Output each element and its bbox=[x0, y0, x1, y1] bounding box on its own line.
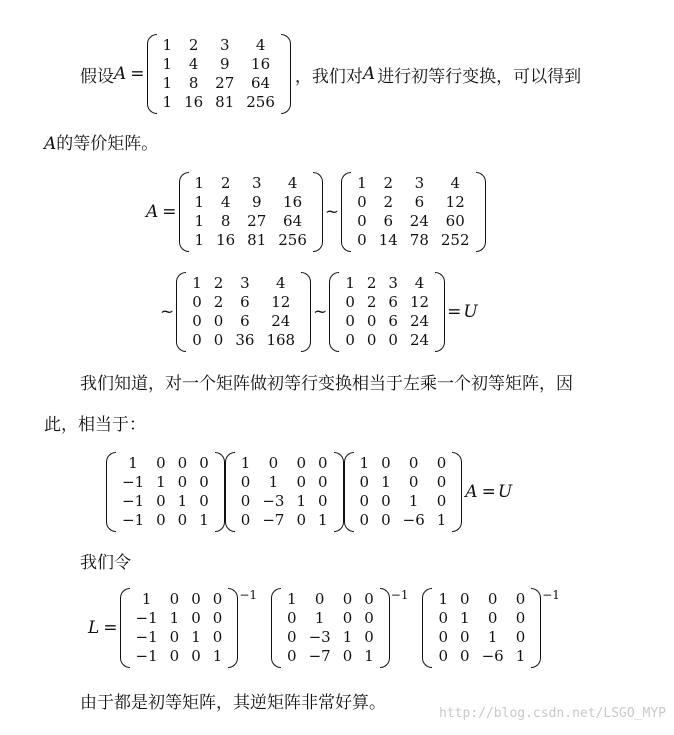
equation-elementary-product bbox=[106, 452, 514, 532]
matrix-entry: 0 bbox=[460, 590, 470, 608]
matrix-entry: 0 bbox=[317, 454, 328, 472]
matrix-entry: 1 bbox=[194, 231, 205, 249]
matrix-row bbox=[235, 511, 334, 530]
matrix-entry: 0 bbox=[213, 312, 224, 330]
matrix-entry: 64 bbox=[283, 212, 303, 230]
matrix-entry: −1 bbox=[122, 473, 145, 491]
matrix-body bbox=[157, 36, 281, 112]
equation-assume-a bbox=[80, 34, 581, 114]
matrix-entry: 2 bbox=[366, 293, 377, 311]
matrix-entry: 0 bbox=[438, 647, 449, 665]
matrix-row bbox=[235, 473, 334, 492]
var-a-2: A bbox=[362, 64, 376, 84]
matrix-entry: 0 bbox=[212, 628, 223, 646]
matrix-entry: 0 bbox=[169, 628, 180, 646]
matrix-body bbox=[281, 590, 380, 666]
matrix-entry: 4 bbox=[414, 274, 425, 292]
matrix-row bbox=[235, 492, 334, 511]
matrix-entry: 16 bbox=[216, 231, 236, 249]
left-paren bbox=[147, 34, 157, 114]
left-paren bbox=[179, 172, 189, 252]
matrix-entry: 0 bbox=[487, 590, 498, 608]
matrix-entry: 6 bbox=[383, 212, 394, 230]
matrix-entry: −1 bbox=[122, 511, 145, 529]
equation-define-l bbox=[88, 588, 560, 668]
matrix-entry: 0 bbox=[357, 193, 367, 211]
matrix-entry: −3 bbox=[308, 628, 331, 646]
matrix-e1 bbox=[106, 452, 225, 532]
matrix-row bbox=[432, 609, 531, 628]
matrix-row bbox=[432, 628, 531, 647]
matrix-entry: 2 bbox=[213, 274, 224, 292]
matrix-row bbox=[351, 231, 475, 250]
matrix-entry: 0 bbox=[364, 628, 374, 646]
matrix-entry: 2 bbox=[220, 174, 231, 192]
matrix-entry: 0 bbox=[156, 492, 166, 510]
matrix-entry: 12 bbox=[271, 293, 291, 311]
matrix-body bbox=[116, 454, 215, 530]
matrix-entry: 64 bbox=[251, 74, 271, 92]
matrix-entry: 2 bbox=[383, 174, 394, 192]
matrix-entry: −1 bbox=[135, 628, 158, 646]
matrix-row bbox=[351, 212, 475, 231]
matrix-entry: 1 bbox=[194, 212, 205, 230]
matrix-u bbox=[329, 272, 445, 352]
matrix-entry: −1 bbox=[122, 492, 145, 510]
matrix-row bbox=[354, 511, 453, 530]
matrix-entry: 0 bbox=[240, 492, 251, 510]
inverse-exponent: −1 bbox=[390, 588, 409, 602]
matrix-entry: 0 bbox=[357, 212, 367, 230]
matrix-entry: 1 bbox=[314, 609, 325, 627]
matrix-row bbox=[281, 628, 380, 647]
matrix-entry: 0 bbox=[364, 590, 374, 608]
text-equivalent: 的等价矩阵。 bbox=[56, 134, 159, 154]
matrix-entry: 0 bbox=[199, 454, 209, 472]
matrix-entry: 0 bbox=[192, 331, 202, 349]
matrix-entry: 2 bbox=[383, 193, 394, 211]
matrix-entry: 1 bbox=[156, 473, 166, 491]
matrix-entry: 4 bbox=[450, 174, 460, 192]
matrix-entry: 36 bbox=[235, 331, 255, 349]
matrix-row bbox=[130, 647, 229, 666]
matrix-entry: 0 bbox=[177, 473, 188, 491]
paragraph-easy-inverse: 由于都是初等矩阵，其逆矩阵非常好算。 bbox=[80, 693, 386, 713]
matrix-entry: 0 bbox=[296, 454, 306, 472]
matrix-row bbox=[354, 454, 453, 473]
matrix-step-1 bbox=[341, 172, 485, 252]
paragraph-let: 我们令 bbox=[80, 553, 131, 573]
var-a: A bbox=[114, 64, 127, 84]
matrix-e3 bbox=[344, 452, 463, 532]
matrix-entry: −7 bbox=[308, 647, 331, 665]
matrix-entry: 0 bbox=[359, 511, 370, 529]
right-paren bbox=[452, 452, 462, 532]
matrix-entry: 78 bbox=[409, 231, 429, 249]
matrix-body bbox=[189, 174, 313, 250]
matrix-entry: 0 bbox=[359, 473, 370, 491]
matrix-entry: 0 bbox=[212, 609, 223, 627]
left-paren bbox=[225, 452, 235, 532]
matrix-entry: 0 bbox=[357, 231, 367, 249]
matrix-entry: 14 bbox=[378, 231, 398, 249]
matrix-row bbox=[339, 274, 435, 293]
matrix-row bbox=[281, 609, 380, 628]
matrix-entry: 0 bbox=[199, 492, 209, 510]
matrix-entry: 4 bbox=[188, 55, 199, 73]
matrix-row bbox=[281, 590, 380, 609]
matrix-entry: 0 bbox=[515, 609, 526, 627]
matrix-entry: 0 bbox=[436, 454, 447, 472]
matrix-entry: 1 bbox=[162, 74, 173, 92]
right-paren bbox=[215, 452, 225, 532]
matrix-row bbox=[339, 312, 435, 331]
matrix-row bbox=[339, 293, 435, 312]
matrix-entry: 0 bbox=[388, 331, 398, 349]
matrix-entry: 1 bbox=[141, 590, 152, 608]
matrix-entry: 6 bbox=[240, 293, 250, 311]
matrix-entry: 0 bbox=[438, 628, 449, 646]
matrix-entry: 4 bbox=[255, 36, 266, 54]
matrix-entry: 0 bbox=[408, 473, 419, 491]
matrix-entry: 1 bbox=[128, 454, 138, 472]
left-paren bbox=[329, 272, 339, 352]
matrix-entry: 2 bbox=[366, 274, 377, 292]
matrix-entry: 1 bbox=[287, 590, 297, 608]
matrix-entry: 1 bbox=[359, 454, 370, 472]
matrix-entry: 4 bbox=[275, 274, 286, 292]
matrix-entry: 1 bbox=[162, 55, 173, 73]
equals-sign: = bbox=[481, 482, 496, 502]
matrix-entry: 256 bbox=[278, 231, 307, 249]
matrix-entry: 0 bbox=[287, 647, 297, 665]
paragraph-therefore: 此，相当于： bbox=[44, 415, 146, 435]
matrix-body bbox=[130, 590, 229, 666]
similar-sign: ~ bbox=[313, 302, 328, 322]
matrix-entry: 8 bbox=[220, 212, 231, 230]
matrix-entry: 0 bbox=[240, 473, 251, 491]
inverse-exponent: −1 bbox=[239, 588, 258, 602]
matrix-entry: 0 bbox=[436, 492, 447, 510]
matrix-entry: 0 bbox=[487, 609, 498, 627]
matrix-row bbox=[281, 647, 380, 666]
var-u: U bbox=[463, 302, 478, 322]
matrix-row bbox=[189, 212, 313, 231]
left-paren bbox=[344, 452, 354, 532]
right-paren bbox=[476, 172, 486, 252]
matrix-a bbox=[147, 34, 291, 114]
matrix-entry: 0 bbox=[156, 511, 166, 529]
matrix-row bbox=[189, 193, 313, 212]
matrix-entry: 27 bbox=[247, 212, 267, 230]
matrix-entry: −6 bbox=[481, 647, 504, 665]
matrix-body bbox=[339, 274, 435, 350]
matrix-entry: 2 bbox=[213, 293, 224, 311]
var-a-3: A bbox=[44, 134, 57, 154]
matrix-entry: 1 bbox=[408, 492, 419, 510]
var-l: L bbox=[88, 618, 100, 638]
matrix-entry: 1 bbox=[357, 174, 367, 192]
matrix-entry: 0 bbox=[460, 647, 470, 665]
matrix-entry: 27 bbox=[215, 74, 235, 92]
matrix-entry: 12 bbox=[409, 293, 430, 311]
matrix-row bbox=[186, 312, 301, 331]
inverse-exponent: −1 bbox=[542, 588, 560, 602]
matrix-step-2 bbox=[176, 272, 311, 352]
matrix-row bbox=[186, 331, 301, 350]
matrix-body bbox=[186, 274, 301, 350]
var-a-4: A bbox=[146, 202, 159, 222]
paragraph-we-know: 我们知道，对一个矩阵做初等行变换相当于左乘一个初等矩阵，因 bbox=[80, 374, 573, 394]
matrix-entry: −7 bbox=[262, 511, 285, 529]
matrix-entry: 0 bbox=[317, 473, 328, 491]
matrix-entry: 4 bbox=[220, 193, 231, 211]
matrix-entry: 1 bbox=[162, 36, 173, 54]
matrix-e3-inv bbox=[422, 588, 541, 668]
right-paren bbox=[281, 34, 291, 114]
matrix-entry: 0 bbox=[345, 331, 355, 349]
matrix-row bbox=[157, 74, 281, 93]
matrix-row bbox=[189, 231, 313, 250]
text-row-transform: 进行初等行变换，可以得到 bbox=[377, 66, 582, 87]
similar-sign: ~ bbox=[160, 302, 175, 322]
matrix-entry: 0 bbox=[199, 473, 209, 491]
matrix-row bbox=[157, 55, 281, 74]
matrix-entry: 1 bbox=[191, 628, 201, 646]
matrix-row bbox=[354, 473, 453, 492]
matrix-entry: 6 bbox=[414, 193, 425, 211]
matrix-entry: −1 bbox=[135, 647, 158, 665]
matrix-entry: 1 bbox=[194, 193, 205, 211]
matrix-a-copy bbox=[179, 172, 323, 252]
matrix-row bbox=[130, 609, 229, 628]
matrix-entry: 1 bbox=[194, 174, 205, 192]
matrix-entry: 0 bbox=[438, 609, 449, 627]
matrix-entry: 24 bbox=[409, 212, 429, 230]
watermark-url: http://blog.csdn.net/LSGO_MYP bbox=[439, 706, 666, 721]
matrix-entry: 0 bbox=[177, 511, 188, 529]
similar-sign: ~ bbox=[324, 202, 340, 222]
matrix-entry: 3 bbox=[240, 274, 250, 292]
matrix-entry: 0 bbox=[192, 293, 202, 311]
matrix-entry: 81 bbox=[247, 231, 267, 249]
paragraph-equivalent bbox=[44, 133, 158, 155]
var-a-5: A bbox=[465, 482, 478, 502]
matrix-e1-inv bbox=[120, 588, 239, 668]
matrix-entry: 0 bbox=[169, 590, 180, 608]
matrix-row bbox=[186, 274, 301, 293]
matrix-e2 bbox=[225, 452, 344, 532]
matrix-entry: 16 bbox=[184, 93, 204, 111]
matrix-row bbox=[130, 628, 229, 647]
matrix-entry: 0 bbox=[317, 492, 328, 510]
matrix-entry: 1 bbox=[162, 93, 173, 111]
matrix-entry: 0 bbox=[366, 331, 377, 349]
right-paren bbox=[531, 588, 541, 668]
matrix-entry: 1 bbox=[212, 647, 223, 665]
matrix-row bbox=[189, 174, 313, 193]
matrix-entry: 1 bbox=[342, 628, 353, 646]
matrix-row bbox=[116, 454, 215, 473]
matrix-entry: 24 bbox=[271, 312, 291, 330]
matrix-entry: 0 bbox=[381, 492, 391, 510]
matrix-entry: 2 bbox=[188, 36, 199, 54]
matrix-entry: 0 bbox=[177, 454, 188, 472]
equals-sign: = bbox=[103, 618, 118, 638]
matrix-entry: 0 bbox=[268, 454, 279, 472]
matrix-entry: 252 bbox=[440, 231, 470, 249]
matrix-entry: 1 bbox=[177, 492, 188, 510]
matrix-entry: 1 bbox=[240, 454, 251, 472]
equation-row-ops-1 bbox=[146, 172, 486, 252]
matrix-entry: −3 bbox=[262, 492, 285, 510]
matrix-row bbox=[351, 174, 475, 193]
matrix-entry: 60 bbox=[445, 212, 465, 230]
matrix-entry: −6 bbox=[402, 511, 425, 529]
matrix-entry: 0 bbox=[381, 454, 391, 472]
matrix-entry: 0 bbox=[169, 647, 180, 665]
matrix-entry: 0 bbox=[342, 590, 353, 608]
matrix-entry: 0 bbox=[366, 312, 377, 330]
matrix-entry: 256 bbox=[246, 93, 275, 111]
matrix-entry: 1 bbox=[438, 590, 449, 608]
right-paren bbox=[334, 452, 344, 532]
matrix-entry: 0 bbox=[345, 293, 355, 311]
matrix-row bbox=[157, 93, 281, 112]
matrix-row bbox=[339, 331, 435, 350]
matrix-row bbox=[235, 454, 334, 473]
matrix-entry: 1 bbox=[515, 647, 526, 665]
right-paren bbox=[228, 588, 238, 668]
matrix-entry: 16 bbox=[283, 193, 303, 211]
matrix-entry: 0 bbox=[191, 609, 201, 627]
matrix-entry: 16 bbox=[251, 55, 271, 73]
matrix-entry: −1 bbox=[135, 609, 158, 627]
matrix-entry: 168 bbox=[266, 331, 296, 349]
matrix-entry: 6 bbox=[388, 293, 398, 311]
matrix-entry: 3 bbox=[388, 274, 398, 292]
matrix-row bbox=[116, 473, 215, 492]
matrix-entry: 9 bbox=[219, 55, 230, 73]
matrix-row bbox=[186, 293, 301, 312]
left-paren bbox=[422, 588, 432, 668]
matrix-entry: 1 bbox=[268, 473, 279, 491]
matrix-entry: 0 bbox=[436, 473, 447, 491]
matrix-entry: 0 bbox=[287, 628, 297, 646]
matrix-row bbox=[354, 492, 453, 511]
left-paren bbox=[120, 588, 130, 668]
matrix-entry: 1 bbox=[192, 274, 202, 292]
right-paren bbox=[301, 272, 311, 352]
matrix-entry: 1 bbox=[364, 647, 374, 665]
matrix-body bbox=[354, 454, 453, 530]
equals-sign: = bbox=[130, 64, 145, 84]
matrix-row bbox=[351, 193, 475, 212]
matrix-row bbox=[157, 36, 281, 55]
right-paren bbox=[435, 272, 445, 352]
matrix-entry: 1 bbox=[199, 511, 209, 529]
matrix-entry: 1 bbox=[487, 628, 498, 646]
matrix-body bbox=[351, 174, 475, 250]
matrix-entry: 0 bbox=[191, 647, 201, 665]
text-we-transform: ，我们对 bbox=[294, 66, 363, 87]
matrix-entry: 81 bbox=[215, 93, 235, 111]
matrix-entry: 0 bbox=[364, 609, 374, 627]
matrix-entry: 1 bbox=[345, 274, 355, 292]
matrix-entry: 0 bbox=[381, 511, 391, 529]
matrix-entry: 1 bbox=[296, 492, 306, 510]
matrix-entry: 0 bbox=[296, 473, 306, 491]
matrix-entry: 3 bbox=[251, 174, 262, 192]
matrix-entry: 24 bbox=[409, 331, 430, 349]
matrix-entry: 0 bbox=[287, 609, 297, 627]
matrix-entry: 8 bbox=[188, 74, 199, 92]
left-paren bbox=[176, 272, 186, 352]
left-paren bbox=[106, 452, 116, 532]
matrix-entry: 0 bbox=[359, 492, 370, 510]
matrix-body bbox=[432, 590, 531, 666]
equals-sign: = bbox=[162, 202, 177, 222]
var-u-2: U bbox=[497, 482, 513, 502]
equals-sign: = bbox=[447, 302, 462, 322]
matrix-entry: 0 bbox=[212, 590, 223, 608]
matrix-entry: 0 bbox=[342, 609, 353, 627]
matrix-entry: 0 bbox=[156, 454, 166, 472]
matrix-entry: 0 bbox=[314, 590, 325, 608]
matrix-entry: 0 bbox=[191, 590, 201, 608]
matrix-entry: 1 bbox=[436, 511, 447, 529]
matrix-row bbox=[116, 511, 215, 530]
matrix-entry: 0 bbox=[460, 628, 470, 646]
matrix-row bbox=[432, 590, 531, 609]
matrix-entry: 1 bbox=[381, 473, 391, 491]
matrix-entry: 0 bbox=[342, 647, 353, 665]
matrix-entry: 3 bbox=[219, 36, 230, 54]
matrix-entry: 0 bbox=[345, 312, 355, 330]
matrix-row bbox=[130, 590, 229, 609]
matrix-entry: 1 bbox=[317, 511, 328, 529]
matrix-entry: 9 bbox=[251, 193, 262, 211]
equation-row-ops-2 bbox=[158, 272, 480, 352]
matrix-row bbox=[432, 647, 531, 666]
matrix-e2-inv bbox=[271, 588, 390, 668]
matrix-body bbox=[235, 454, 334, 530]
matrix-entry: 24 bbox=[409, 312, 430, 330]
matrix-entry: 0 bbox=[240, 511, 251, 529]
matrix-entry: 0 bbox=[515, 628, 526, 646]
matrix-entry: 3 bbox=[414, 174, 425, 192]
matrix-entry: 6 bbox=[240, 312, 250, 330]
matrix-entry: 0 bbox=[213, 331, 224, 349]
right-paren bbox=[313, 172, 323, 252]
matrix-entry: 1 bbox=[169, 609, 180, 627]
left-paren bbox=[271, 588, 281, 668]
matrix-entry: 12 bbox=[445, 193, 465, 211]
matrix-entry: 0 bbox=[515, 590, 526, 608]
left-paren bbox=[341, 172, 351, 252]
matrix-entry: 6 bbox=[388, 312, 398, 330]
matrix-entry: 0 bbox=[296, 511, 306, 529]
matrix-entry: 4 bbox=[287, 174, 298, 192]
right-paren bbox=[380, 588, 390, 668]
matrix-entry: 1 bbox=[460, 609, 470, 627]
matrix-entry: 0 bbox=[192, 312, 202, 330]
matrix-row bbox=[116, 492, 215, 511]
matrix-entry: 0 bbox=[408, 454, 419, 472]
text-assume: 假设 bbox=[80, 66, 114, 87]
